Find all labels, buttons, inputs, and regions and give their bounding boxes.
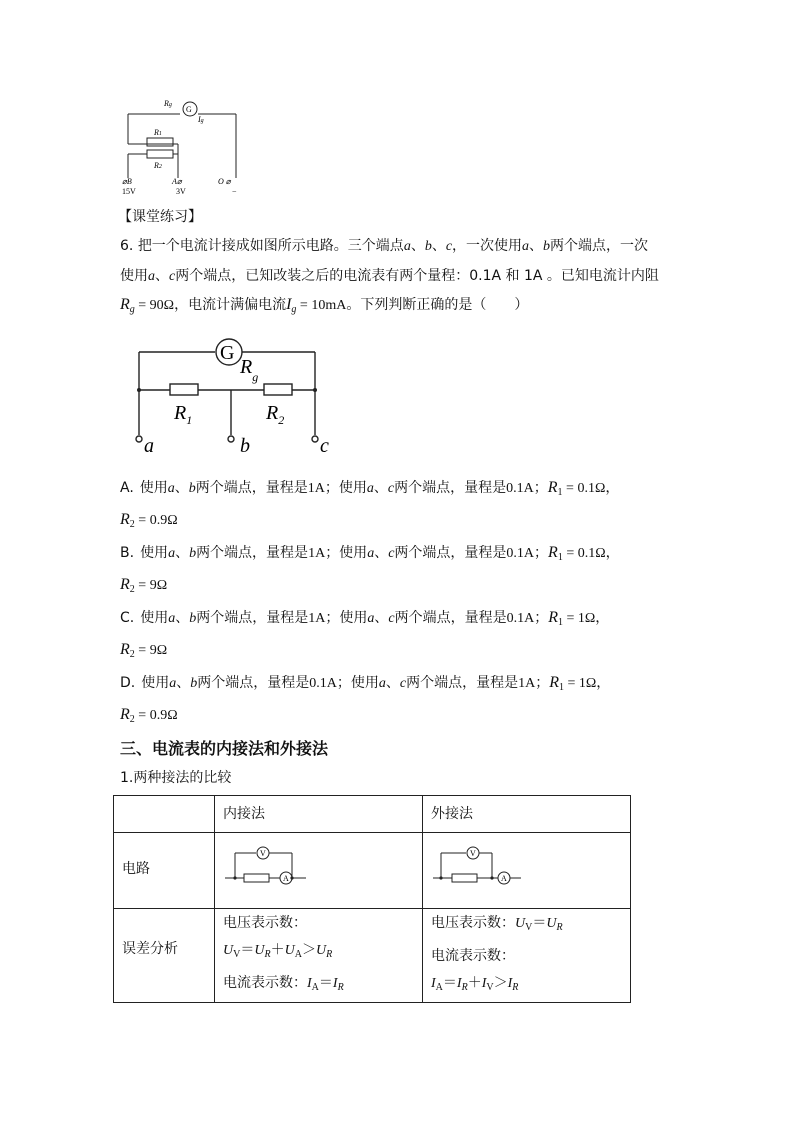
top-15v-label: 15V [122,187,136,196]
top-3v-label: 3V [176,187,186,196]
comparison-table [113,795,631,1003]
main-r2-label: $R_2$ [266,402,285,427]
option-d-r2: $R_2 = 0.9\Omega$ [120,706,178,725]
top-b-terminal: ⌀B [122,177,132,186]
table-error-row [114,909,631,1003]
top-ig-label: Ig [198,115,204,124]
main-r1-label: $R_1$ [174,402,193,427]
terminal-a-label: a [144,435,154,457]
main-rg-label: $R_g$ [240,356,259,384]
outer-voltmeter-label: V [470,849,476,858]
top-r1-label: R1 [154,128,162,137]
option-b[interactable]: B. 使用a、b两个端点，量程是1A；使用a、c两个端点，量程是0.1A；$R_1 = 0.1\Omega$， [120,544,620,563]
section-3-subheading: 1.两种接法的比较 [120,770,232,786]
option-d[interactable]: D. 使用a、b两个端点，量程是0.1A；使用a、c两个端点，量程是1A；$R_1 = 1\Omega$， [120,674,611,693]
terminal-b-label: b [240,435,250,457]
question-line-1: 6. 把一个电流计接成如图所示电路。三个端点a、b、c，一次使用a、b两个端点，一次 [120,238,649,254]
inner-connection-circuit [223,841,323,901]
main-g-label: G [220,342,235,364]
section-3-heading: 三、电流表的内接法和外接法 [120,739,329,758]
inner-error-analysis: 电压表示数： $U_V=U_R+U_A>U_R$ 电流表示数：$I_A=I_R$ [223,915,344,993]
outer-ammeter-label: A [501,874,507,883]
inner-ammeter-label: A [283,874,289,883]
inner-voltmeter-label: V [260,849,266,858]
top-rg-label: Rg [164,99,172,108]
outer-connection-circuit [431,841,531,901]
main-circuit-figure [128,335,348,460]
header-outer: 外接法 [431,806,473,822]
top-a-terminal: A⌀ [172,177,182,186]
row-label-circuit: 电路 [122,861,150,877]
option-a-r2: $R_2 = 0.9\Omega$ [120,511,178,530]
table-circuit-row [114,833,631,909]
header-inner: 内接法 [223,806,265,822]
outer-error-analysis: 电压表示数：$U_V=U_R$ 电流表示数： $I_A=I_R+I_V>I_R$ [431,915,563,993]
question-line-2: 使用a、c两个端点，已知改装之后的电流表有两个量程：0.1A 和 1A 。已知电流计内阻 [120,268,659,284]
top-g-label: G [186,105,192,114]
top-r2-label: R2 [154,161,162,170]
question-line-3: $R_g = 90\Omega$，电流计满偏电流$I_g = 10mA$。下列判断正确的是（ ） [120,296,529,315]
option-c[interactable]: C. 使用a、b两个端点，量程是1A；使用a、c两个端点，量程是0.1A；$R_1 = 1\Omega$， [120,609,610,628]
section-tag: 【课堂练习】 [118,209,202,225]
row-label-error: 误差分析 [122,941,178,957]
top-minus-label: − [232,187,237,196]
option-b-r2: $R_2 = 9\Omega$ [120,576,168,595]
option-a[interactable]: A. 使用a、b两个端点，量程是1A；使用a、c两个端点，量程是0.1A；$R_1 = 0.1\Omega$， [120,479,620,498]
top-circuit-figure [110,92,250,200]
table-header-row [114,796,631,833]
top-o-terminal: O ⌀ [218,177,231,186]
terminal-c-label: c [320,435,329,457]
option-c-r2: $R_2 = 9\Omega$ [120,641,168,660]
